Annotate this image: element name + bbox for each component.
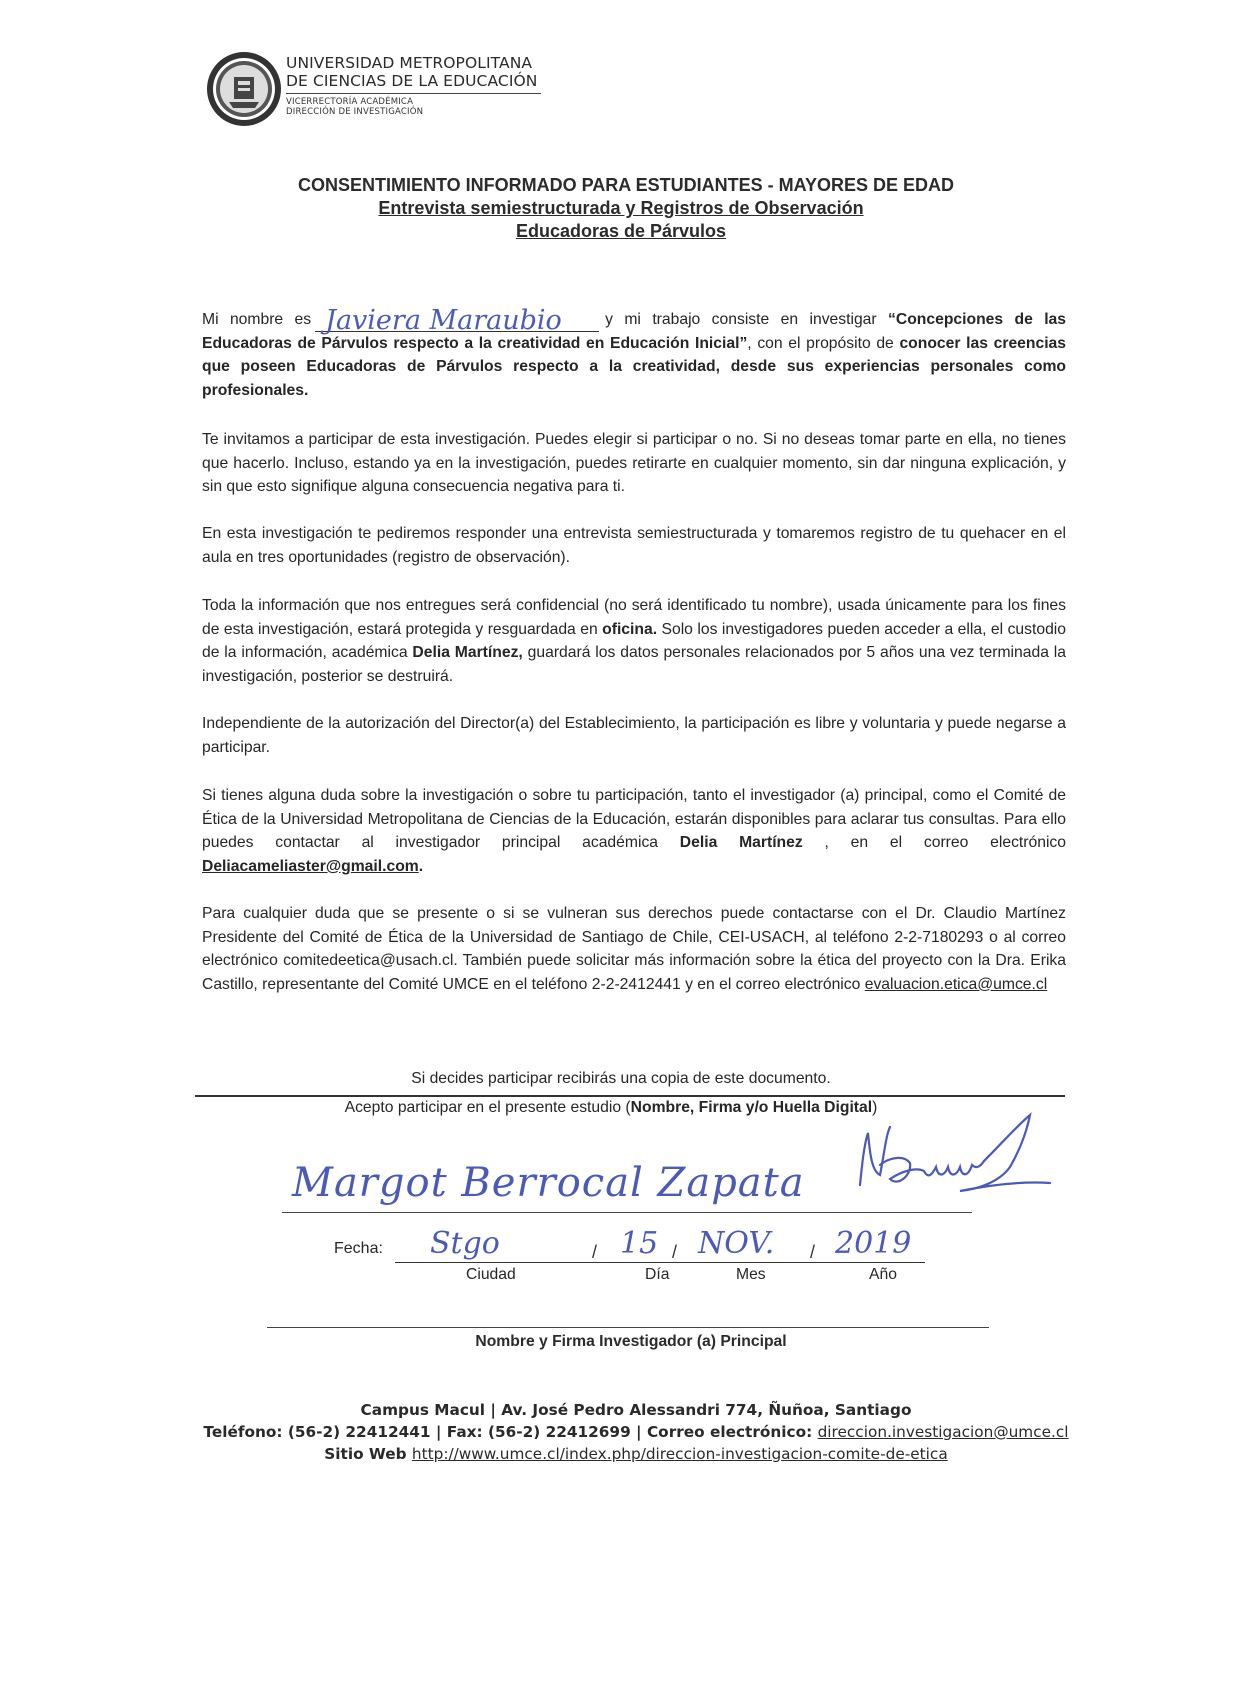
institution-divider xyxy=(286,93,541,94)
footer-email-link[interactable]: direccion.investigacion@umce.cl xyxy=(817,1423,1069,1441)
date-line xyxy=(395,1262,925,1263)
paragraph-ethics xyxy=(202,902,1066,996)
paragraph-intro xyxy=(202,305,1067,402)
intro-mid2: , con el propósito de xyxy=(747,334,900,352)
vicerrectoria-label: VICERRECTORÍA ACADÉMICA xyxy=(286,97,414,107)
acceptance-divider xyxy=(195,1095,1065,1097)
university-seal-icon xyxy=(205,50,283,128)
conf-text-c: Solo los investigadores pueden acceder a ella, el custodio de la información, académica xyxy=(202,620,1067,662)
handwritten-year: 2019 xyxy=(835,1226,912,1261)
conf-office: oficina. xyxy=(602,620,658,638)
date-label: Fecha: xyxy=(334,1240,383,1257)
footer-phone: Teléfono: (56-2) 22412441 | Fax: (56-2) 22412699 | Correo electrónico: xyxy=(203,1423,818,1441)
paragraph-invitation: Te invitamos a participar de esta investigación. Puedes elegir si participar o no. Si no deseas tomar parte en ella, no tienes que hacerlo. Incluso, estando ya en la investigación, puedes retirarte en cualquier momento, sin dar ninguna explicación, y sin que esto signifique alguna consecuencia negativa para ti. xyxy=(202,431,1066,496)
contact-email-link[interactable]: Deliacameliaster@gmail.com xyxy=(202,857,419,875)
researcher-name-field xyxy=(315,305,599,336)
intro-lead: Mi nombre es xyxy=(202,311,312,328)
ethics-email-link[interactable]: evaluacion.etica@umce.cl xyxy=(864,975,1048,993)
footer-address: Campus Macul | Av. José Pedro Alessandri 774, Ñuñoa, Santiago xyxy=(360,1401,912,1419)
date-separator: / xyxy=(672,1242,678,1262)
label-month: Mes xyxy=(736,1266,766,1283)
document-subtitle-1: Entrevista semiestructurada y Registros de Observación xyxy=(378,198,864,218)
handwritten-signature-icon xyxy=(850,1105,1080,1215)
footer-website xyxy=(30,1443,1242,1465)
footer-website-label: Sitio Web xyxy=(324,1445,412,1463)
handwritten-month: NOV. xyxy=(698,1226,775,1261)
footer-contact xyxy=(30,1421,1242,1443)
handwritten-participant-name: Margot Berrocal Zapata xyxy=(292,1160,805,1206)
institution-name-line2: DE CIENCIAS DE LA EDUCACIÓN xyxy=(286,72,538,90)
paragraph-voluntary: Independiente de la autorización del Director(a) del Establecimiento, la participación es libre y voluntaria y puede negarse a participar. xyxy=(202,715,1066,756)
label-city: Ciudad xyxy=(466,1266,516,1283)
investigator-signature-line xyxy=(267,1327,989,1328)
institution-name-line1: UNIVERSIDAD METROPOLITANA xyxy=(286,54,533,72)
footer-website-link[interactable]: http://www.umce.cl/index.php/direccion-investigacion-comite-de-etica xyxy=(411,1445,948,1463)
label-year: Año xyxy=(869,1266,897,1283)
paragraph-contact xyxy=(202,784,1066,878)
study-title: “Concepciones de las Educadoras de Párvulos respecto a la creatividad en Educación Inicial” xyxy=(202,311,1067,352)
intro-mid: y mi trabajo consiste en investigar xyxy=(605,311,889,328)
contact-text-a: Si tienes alguna duda sobre la investigación o sobre tu participación, tanto el investigador (a) principal, como el Comité de Ética de la Universidad Metropolitana de Ciencias de la Educación, estarán disponibles para aclarar tus consultas. Para ello puedes contactar al investigador principal académica xyxy=(202,787,1066,852)
conf-text-e: guardará los datos personales relacionados por 5 años una vez terminada la investigación, posterior se destruirá. xyxy=(202,644,1067,685)
label-day: Día xyxy=(645,1266,670,1283)
document-titles xyxy=(0,173,1242,243)
footer xyxy=(0,1399,1242,1465)
paragraph-confidentiality xyxy=(202,594,1066,688)
institution-block xyxy=(286,54,541,117)
date-separator: / xyxy=(810,1242,816,1262)
document-subtitle-2: Educadoras de Párvulos xyxy=(515,221,727,241)
conf-text-a: Toda la información que nos entregues será confidencial (no será identificado tu nombre), usada únicamente para los fines de esta investigación, estará protegida y resguardada en xyxy=(202,597,1066,638)
ethics-text-a: Para cualquier duda que se presente o si se vulneran sus derechos puede contactarse con el Dr. Claudio Martínez Presidente del Comité de Ética de la Universidad de Santiago de Chile, CEI-USACH, al teléfono 2-2-7180293 o al correo electrónico comitedeetica@usach.cl. También puede solicitar más información sobre la ética del proyecto con la Dra. Erika Castillo, representante del Comité UMCE en el teléfono 2-2-2412441 y en el correo electrónico xyxy=(202,905,1066,993)
document-title: CONSENTIMIENTO INFORMADO PARA ESTUDIANTES - MAYORES DE EDAD xyxy=(297,175,955,195)
direccion-label: DIRECCIÓN DE INVESTIGACIÓN xyxy=(286,107,424,117)
handwritten-city: Stgo xyxy=(430,1226,500,1261)
handwritten-researcher-name: Javiera Maraubio xyxy=(325,305,562,336)
contact-text-c: , en el correo electrónico xyxy=(802,834,1066,852)
paragraph-procedure: En esta investigación te pediremos responder una entrevista semiestructurada y tomaremos registro de tu quehacer en el aula en tres oportunidades (registro de observación). xyxy=(202,525,1066,566)
study-purpose: conocer las creencias que poseen Educadoras de Párvulos respecto a la creatividad, desde sus experiencias personales como profesionales. xyxy=(202,334,1067,399)
accept-text-c: ) xyxy=(872,1099,878,1116)
contact-period: . xyxy=(418,857,424,875)
contact-investigator: Delia Martínez xyxy=(679,834,803,852)
investigator-label: Nombre y Firma Investigador (a) Principal xyxy=(475,1333,787,1350)
copy-notice: Si decides participar recibirás una copia de este documento. xyxy=(411,1070,831,1087)
accept-fields: Nombre, Firma y/o Huella Digital xyxy=(630,1099,873,1116)
date-separator: / xyxy=(592,1242,598,1262)
accept-text-a: Acepto participar en el presente estudio ( xyxy=(344,1099,631,1116)
conf-custodian: Delia Martínez, xyxy=(412,644,523,662)
handwritten-day: 15 xyxy=(620,1226,659,1261)
